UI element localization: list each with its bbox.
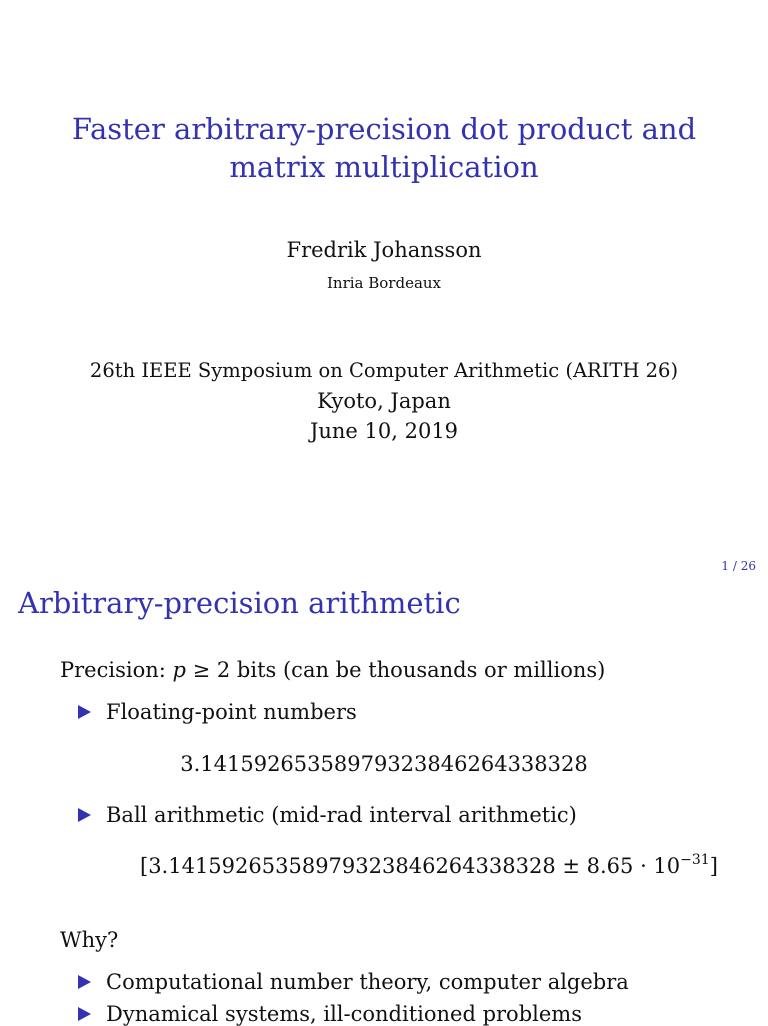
bullet-label: Ball arithmetic (mid-rad interval arithmetic) — [106, 803, 577, 827]
slide-title — [0, 110, 768, 186]
conference-date: June 10, 2019 — [309, 419, 459, 443]
conference-location: Kyoto, Japan — [317, 389, 451, 413]
slide-title-line-1: Faster arbitrary-precision dot product and — [71, 112, 697, 146]
slide2-title: Arbitrary-precision arithmetic — [18, 586, 461, 620]
precision-rest: ≥ 2 bits (can be thousands or millions) — [185, 658, 606, 682]
pi-value: 3.14159265358979323846264338328 — [180, 752, 588, 776]
precision-variable: p — [172, 658, 186, 682]
conference-name: 26th IEEE Symposium on Computer Arithmetic (ARITH 26) — [89, 359, 679, 382]
precision-line — [60, 658, 605, 682]
blue-triangle-bullet-icon — [78, 705, 91, 719]
blue-triangle-bullet-icon — [78, 975, 91, 989]
ball-expression-close: ] — [709, 854, 718, 878]
institution: Inria Bordeaux — [326, 274, 442, 292]
ball-expression — [140, 854, 718, 878]
slide-title-line-2: matrix multiplication — [229, 150, 539, 184]
ball-expression-exponent: −31 — [680, 852, 710, 868]
blue-triangle-bullet-icon — [78, 1007, 91, 1021]
blue-triangle-bullet-icon — [78, 808, 91, 822]
why-label: Why? — [60, 928, 119, 952]
bullet-label: Floating-point numbers — [106, 700, 357, 724]
bullet-label: Computational number theory, computer algebra — [106, 970, 629, 994]
conference-info — [0, 356, 768, 446]
ball-expression-main: [3.14159265358979323846264338328 ± 8.65 · 10 — [140, 854, 681, 878]
bullet-label: Dynamical systems, ill-conditioned problems — [106, 1002, 582, 1026]
precision-prefix: Precision: — [60, 658, 173, 682]
author-name: Fredrik Johansson — [286, 238, 482, 262]
page-number: 1 / 26 — [721, 559, 756, 573]
